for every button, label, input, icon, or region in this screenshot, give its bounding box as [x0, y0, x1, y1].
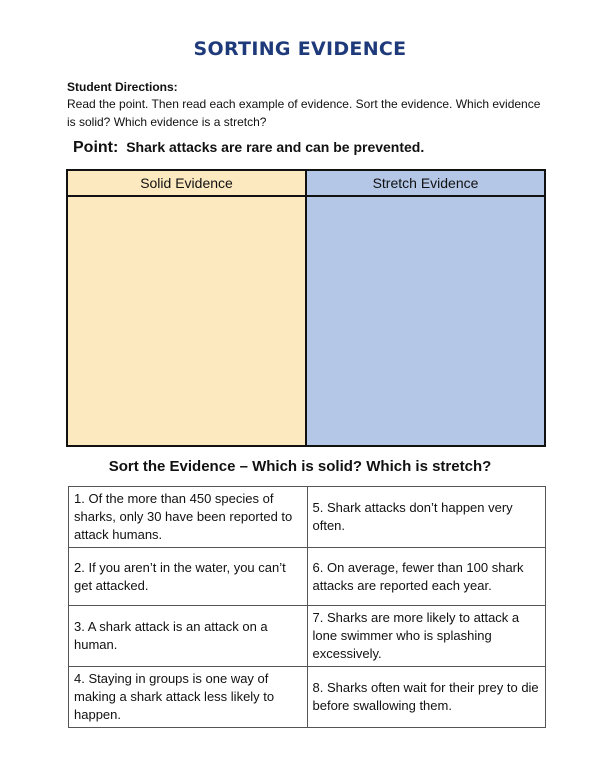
stretch-evidence-header: Stretch Evidence: [307, 171, 544, 197]
solid-evidence-header: Solid Evidence: [68, 171, 305, 197]
point-text: Shark attacks are rare and can be prevented.: [126, 139, 425, 155]
point-statement: [73, 139, 424, 157]
worksheet-title: SORTING EVIDENCE: [193, 38, 407, 60]
evidence-card-8[interactable]: 8. Sharks often wait for their prey to die before swallowing them.: [307, 667, 546, 728]
sorting-table: [66, 169, 546, 447]
evidence-card-1[interactable]: 1. Of the more than 450 species of sharks, only 30 have been reported to attack humans.: [69, 487, 308, 548]
directions-text: Read the point. Then read each example of evidence. Sort the evidence. Which evidence is solid? Which evidence is a stretch?: [67, 97, 541, 129]
evidence-card-4[interactable]: 4. Staying in groups is one way of making a shark attack less likely to happen.: [69, 667, 308, 728]
evidence-card-6[interactable]: 6. On average, fewer than 100 shark attacks are reported each year.: [307, 548, 546, 606]
table-row: [69, 606, 546, 667]
stretch-evidence-area[interactable]: [307, 197, 544, 445]
evidence-card-3[interactable]: 3. A shark attack is an attack on a human.: [69, 606, 308, 667]
table-row: [69, 667, 546, 728]
point-label: Point:: [73, 139, 119, 156]
directions-heading: Student Directions:: [67, 80, 178, 94]
solid-evidence-column: [68, 171, 305, 445]
evidence-card-2[interactable]: 2. If you aren’t in the water, you can’t get attacked.: [69, 548, 308, 606]
stretch-evidence-column: [305, 171, 544, 445]
evidence-card-7[interactable]: 7. Sharks are more likely to attack a lone swimmer who is splashing excessively.: [307, 606, 546, 667]
evidence-card-5[interactable]: 5. Shark attacks don’t happen very often.: [307, 487, 546, 548]
table-row: [69, 487, 546, 548]
evidence-table: [68, 486, 546, 728]
solid-evidence-area[interactable]: [68, 197, 305, 445]
sort-heading: Sort the Evidence – Which is solid? Which is stretch?: [108, 458, 492, 475]
table-row: [69, 548, 546, 606]
